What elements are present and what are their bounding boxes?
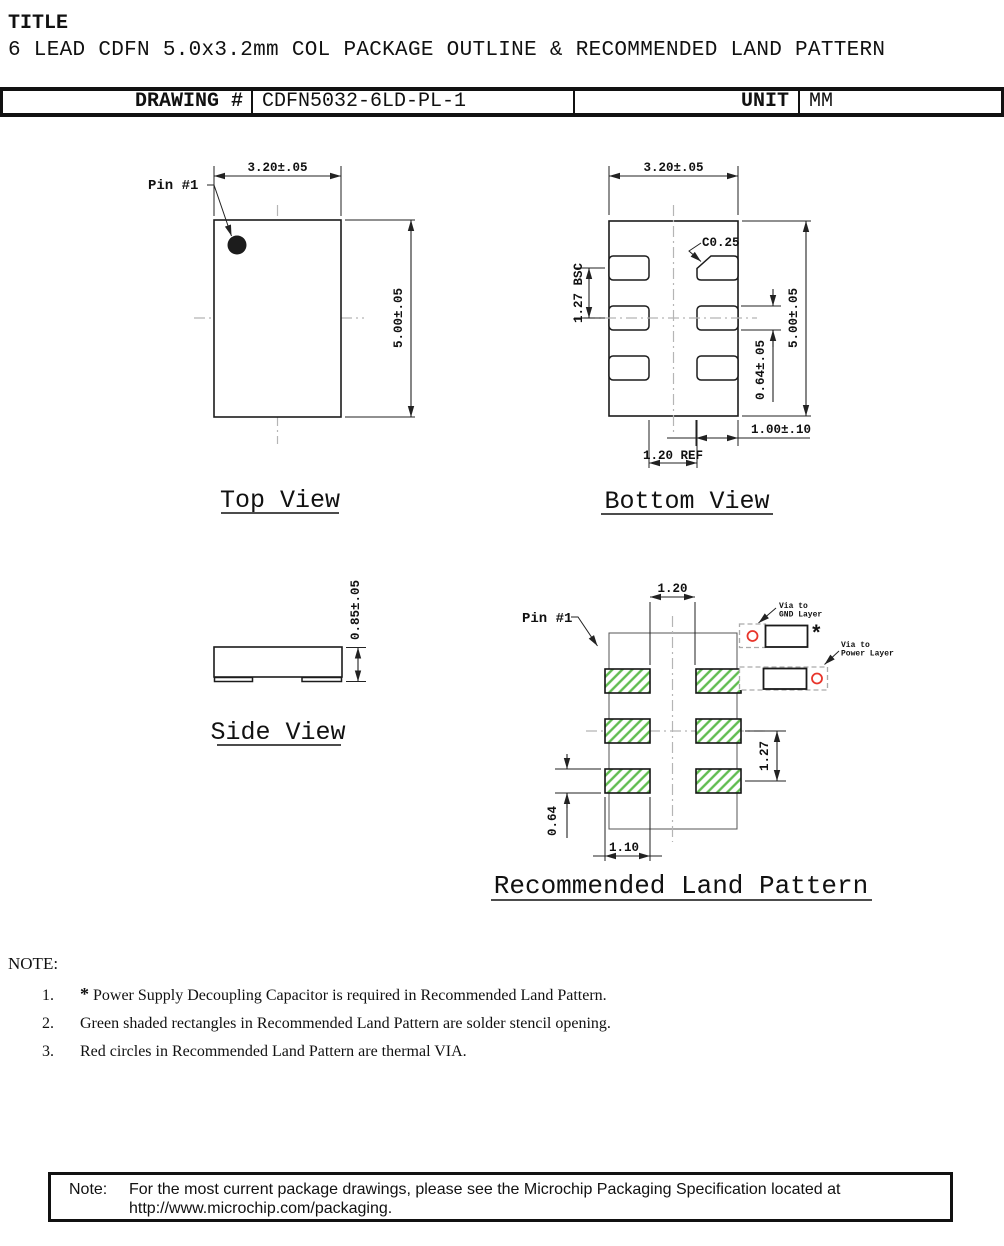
pad-height-dim: 0.64±.05 — [754, 339, 768, 401]
land-pattern-view — [491, 582, 894, 901]
note-text: Red circles in Recommended Land Pattern are thermal VIA. — [80, 1043, 467, 1060]
pin1-marker-dot — [228, 236, 247, 255]
thermal-via-power — [812, 674, 822, 684]
note-item — [42, 1012, 948, 1036]
thickness-dim: 0.85±.05 — [349, 579, 363, 641]
footer-note-label: Note: — [69, 1181, 108, 1198]
note-asterisk: * — [80, 984, 89, 1004]
bottom-view — [572, 161, 811, 516]
unit-label: UNIT — [575, 91, 800, 113]
side-view-title: Side View — [210, 718, 346, 747]
notes-section — [8, 954, 948, 1064]
title-field-label: TITLE — [8, 12, 69, 35]
pad-gap-dim: 1.20 — [657, 582, 688, 596]
via-gnd-leader-arrow — [759, 608, 777, 623]
lead-foot-left — [215, 678, 253, 682]
capacitor-pad — [766, 626, 808, 648]
pin1-leader-arrow — [571, 617, 598, 646]
top-height-dim: 5.00±.05 — [392, 287, 406, 349]
bottom-width-dim: 3.20±.05 — [643, 161, 704, 175]
notes-heading: NOTE: — [8, 954, 59, 973]
svg-text:Power Layer: Power Layer — [841, 649, 894, 659]
bottom-height-dim: 5.00±.05 — [787, 287, 801, 349]
lead-foot-right — [302, 678, 342, 682]
via-power-leader-arrow — [825, 651, 840, 665]
footer-note-url: http://www.microchip.com/packaging. — [129, 1200, 393, 1217]
footer-note-line1: For the most current package drawings, please see the Microchip Packaging Specification located at — [129, 1181, 841, 1198]
pad-gap-dim: 1.20 REF — [642, 449, 704, 463]
pad-width-dim: 1.10 — [608, 841, 640, 855]
pad-length-dim: 1.00±.10 — [751, 423, 812, 437]
via-power-label: Via to — [841, 641, 870, 650]
note-number: 2. — [42, 1015, 54, 1032]
side-view — [210, 580, 366, 747]
footer-note-text — [129, 1180, 940, 1219]
pad-pitch-dim: 1.27 — [758, 740, 772, 772]
drawing-number-label: DRAWING # — [3, 91, 253, 113]
note-item — [42, 982, 948, 1008]
footer-note-box — [48, 1172, 953, 1222]
pad-pitch-dim: 1.27 BSC — [572, 262, 586, 324]
thermal-via-gnd — [748, 631, 758, 641]
top-width-dim: 3.20±.05 — [247, 161, 308, 175]
asterisk-marker: * — [810, 624, 823, 647]
note-text: Power Supply Decoupling Capacitor is required in Recommended Land Pattern. — [93, 987, 607, 1004]
top-view — [148, 161, 415, 515]
land-pattern-title: Recommended Land Pattern — [493, 871, 869, 901]
unit-value: MM — [809, 91, 834, 113]
svg-text:GND Layer: GND Layer — [779, 610, 823, 620]
note-number: 1. — [42, 987, 54, 1004]
pin1-label: Pin #1 — [148, 178, 199, 194]
bottom-view-title: Bottom View — [604, 487, 770, 516]
power-via-capacitor — [740, 641, 895, 690]
pin1-label: Pin #1 — [522, 611, 573, 627]
note-item — [42, 1040, 948, 1064]
capacitor-pad — [764, 669, 807, 690]
top-view-title: Top View — [219, 486, 341, 515]
note-number: 3. — [42, 1043, 54, 1060]
gnd-via-capacitor — [740, 602, 823, 648]
side-view-dims — [346, 580, 366, 682]
pad-height-dim: 0.64 — [546, 805, 560, 837]
note-text: Green shaded rectangles in Recommended Land Pattern are solder stencil opening. — [80, 1015, 611, 1032]
via-gnd-label: Via to — [779, 602, 808, 611]
chamfer-dim: C0.25 — [702, 236, 740, 250]
page-title: 6 LEAD CDFN 5.0x3.2mm COL PACKAGE OUTLINE & RECOMMENDED LAND PATTERN — [8, 39, 886, 62]
drawing-number-value: CDFN5032-6LD-PL-1 — [253, 91, 575, 113]
package-body — [214, 647, 342, 677]
